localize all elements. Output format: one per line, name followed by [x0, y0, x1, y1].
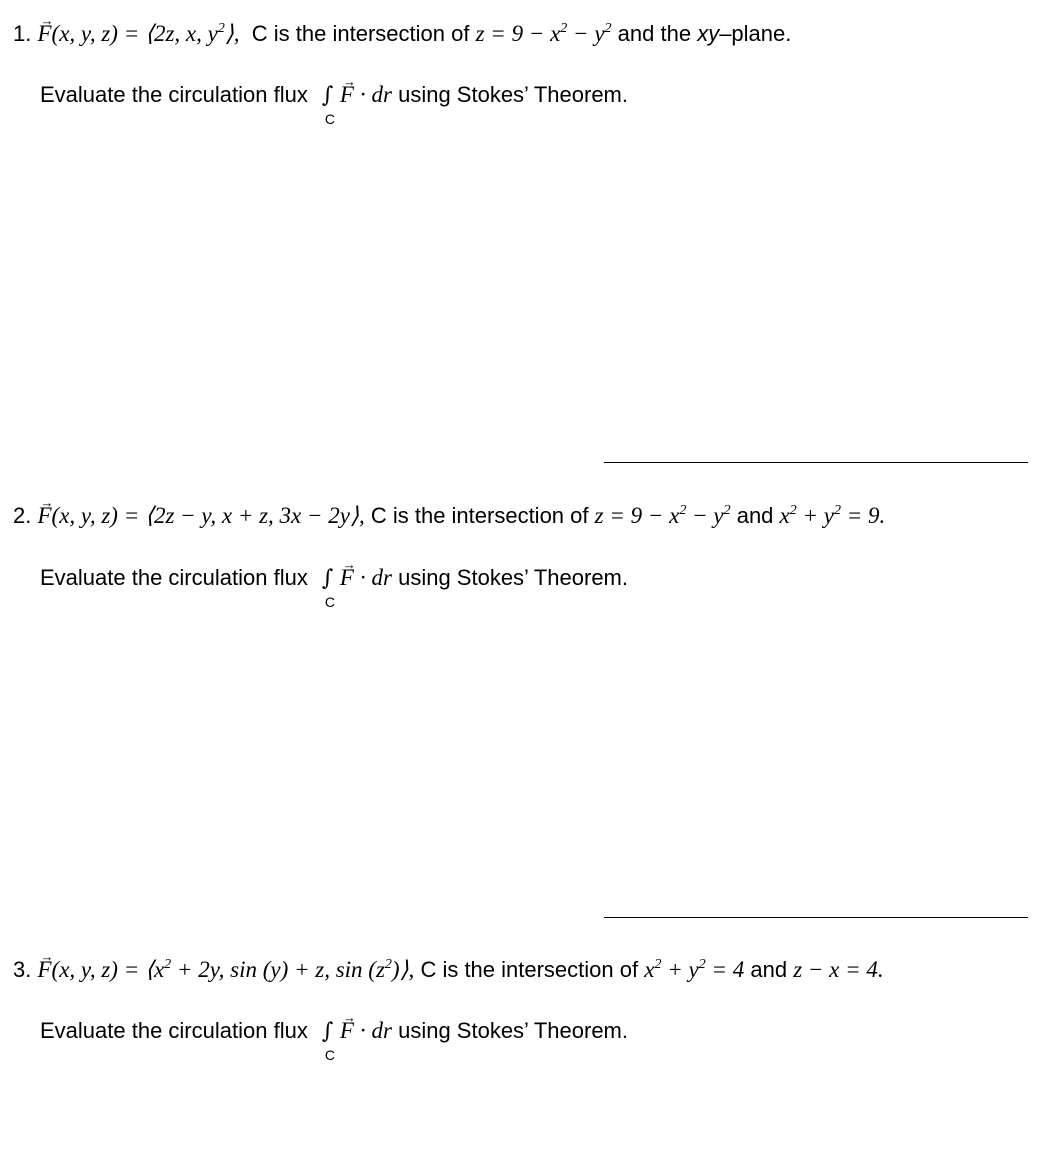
problem-1-plane: xy–plane. — [697, 21, 792, 46]
problem-3-cylinder-equation: $x^2 + y^2 = 4$ — [644, 957, 745, 982]
problem-2-statement — [13, 501, 885, 531]
problem-3-instruction — [40, 1016, 628, 1063]
problem-3-dr: · dr — [360, 1018, 392, 1043]
problem-1-surface-equation: $z = 9 - x^2 - y^2$ — [475, 21, 612, 46]
problem-1-answer-line — [604, 462, 1028, 463]
problem-2-curve-text: C is the intersection of — [370, 503, 589, 528]
problem-1-curve-text: C is the intersection of — [251, 21, 470, 46]
line-integral-symbol: ∫ C — [321, 83, 335, 127]
problem-1-evaluate-text: Evaluate the circulation flux — [40, 82, 308, 107]
problem-1-theorem-text: using Stokes’ Theorem. — [398, 82, 628, 107]
vector-field-symbol: → F — [340, 80, 354, 110]
problem-2-answer-line — [604, 917, 1028, 918]
problem-2-cylinder-equation: $x^2 + y^2 = 9$. — [779, 503, 886, 528]
problem-3-and-text: and — [750, 957, 788, 982]
vector-field-symbol: → F — [37, 501, 51, 531]
problem-3-number: 3. — [13, 957, 32, 982]
problem-3-curve-text: C is the intersection of — [420, 957, 639, 982]
line-integral-symbol: ∫ C — [321, 566, 335, 610]
line-integral-symbol: ∫ C — [321, 1019, 335, 1063]
problem-2-theorem-text: using Stokes’ Theorem. — [398, 565, 628, 590]
problem-2-evaluate-text: Evaluate the circulation flux — [40, 565, 308, 590]
problem-1-dr: · dr — [360, 82, 392, 107]
vector-field-symbol: → F — [340, 563, 354, 593]
problem-2-number: 2. — [13, 503, 32, 528]
problem-1-statement — [13, 19, 791, 49]
problem-1-number: 1. — [13, 21, 32, 46]
problem-3-statement — [13, 955, 884, 985]
problem-3-plane-equation: z − x = 4. — [793, 957, 884, 982]
problem-2-surface-equation: $z = 9 - x^2 - y^2$ — [594, 503, 731, 528]
vector-field-symbol: → F — [37, 19, 51, 49]
problem-1-field-definition: (x, y, z) = ⟨2z, x, $y^2⟩$, — [51, 21, 240, 46]
vector-field-symbol: → F — [340, 1016, 354, 1046]
problem-3-evaluate-text: Evaluate the circulation flux — [40, 1018, 308, 1043]
problem-3-theorem-text: using Stokes’ Theorem. — [398, 1018, 628, 1043]
problem-2-field-definition: (x, y, z) = ⟨2z − y, x + z, 3x − 2y⟩, — [51, 503, 365, 528]
vector-field-symbol: → F — [37, 955, 51, 985]
problem-2-dr: · dr — [360, 565, 392, 590]
problem-1-and-text: and the — [617, 21, 692, 46]
problem-1-instruction — [40, 80, 628, 127]
problem-3-field-definition: (x, y, $z) = ⟨x^2 + 2y$, sin (y) + z, $\sin (z^2)⟩$, — [51, 957, 415, 982]
problem-2-and-text: and — [736, 503, 774, 528]
problem-2-instruction — [40, 563, 628, 610]
